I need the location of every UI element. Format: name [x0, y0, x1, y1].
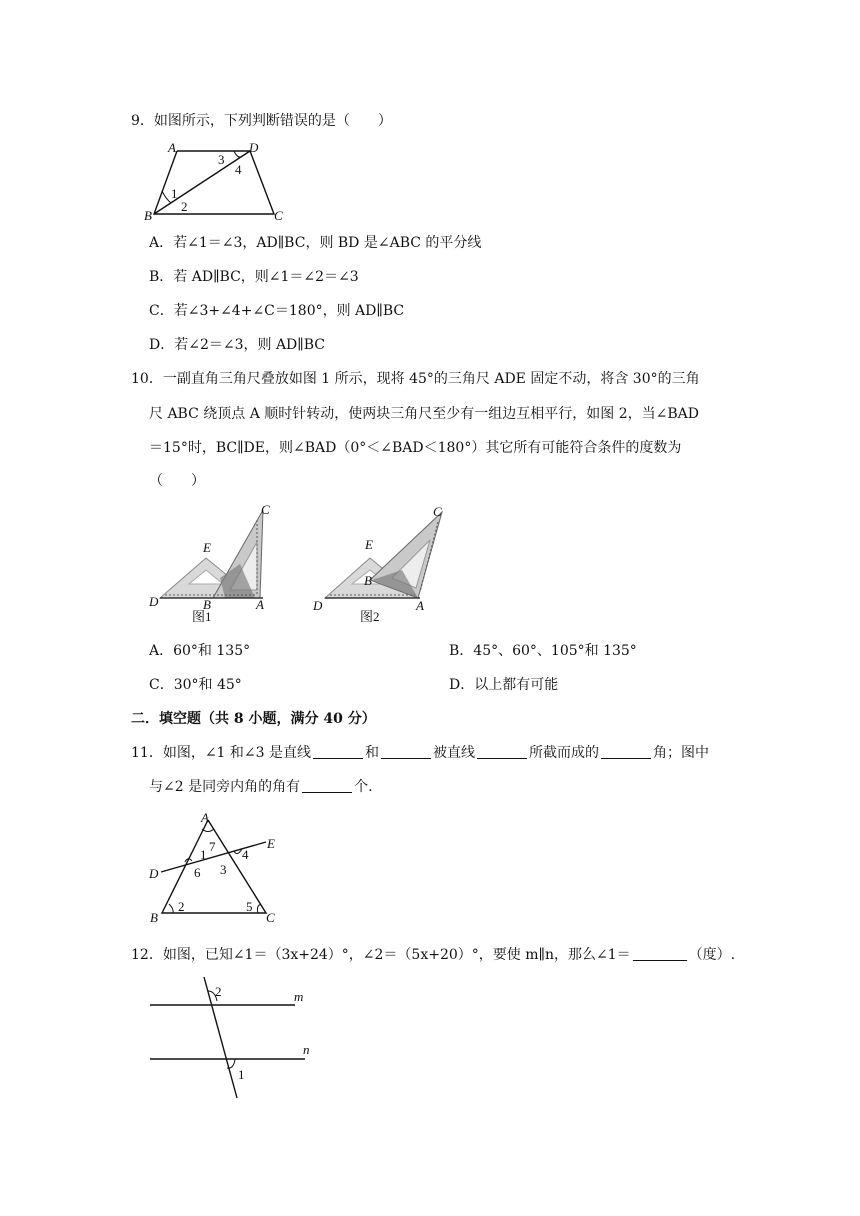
q9-option-b: B．若 AD∥BC，则∠1＝∠2＝∠3: [149, 269, 359, 285]
q9-angle-3: 3: [218, 152, 225, 167]
q9-angle-2: 2: [181, 199, 188, 214]
q9-option-a: A．若∠1＝∠3，AD∥BC，则 BD 是∠ABC 的平分线: [149, 235, 482, 251]
q9-label-B: B: [144, 208, 152, 223]
q9-option-d: D．若∠2＝∠3，则 AD∥BC: [149, 337, 326, 353]
q11-angle-2: 2: [178, 899, 185, 914]
q12-angle-1: 1: [238, 1067, 245, 1082]
q11-label-C: C: [266, 910, 275, 925]
q11-angle-7: 7: [209, 839, 216, 854]
q10-option-d: D．以上都有可能: [449, 677, 559, 693]
fig1-caption: 图1: [192, 609, 212, 624]
q12-line: [131, 945, 735, 965]
q9-option-c: C．若∠3+∠4+∠C＝180°，则 AD∥BC: [149, 303, 405, 319]
q9-label-C: C: [274, 208, 283, 223]
fig2-label-C: C: [433, 504, 442, 519]
q11-figure: [145, 810, 285, 930]
fig1-label-A: A: [256, 597, 264, 612]
section-2-heading: 二．填空题（共 8 小题，满分 40 分）: [131, 711, 376, 727]
fig2-label-A: A: [416, 598, 424, 613]
q11-angle-1: 1: [200, 847, 207, 862]
q9-label-A: A: [168, 140, 176, 155]
q11-angle-4: 4: [242, 847, 249, 862]
fig2-caption: 图2: [360, 609, 380, 624]
fig1-label-D: D: [149, 594, 159, 609]
q11-angle-6: 6: [194, 865, 201, 880]
q10-figure-1: [145, 500, 280, 630]
fig1-label-E: E: [203, 540, 211, 555]
fig2-label-D: D: [313, 598, 323, 613]
q12-angle-2: 2: [215, 984, 222, 999]
q10-option-b: B．45°、60°、105°和 135°: [449, 643, 637, 659]
fig2-label-B: B: [364, 573, 372, 588]
q12-figure: [145, 975, 325, 1105]
q11-blank-4[interactable]: [601, 744, 651, 759]
q10-option-c: C．30°和 45°: [149, 677, 242, 693]
q11-text-2: 和: [365, 745, 379, 761]
q9-figure: [140, 136, 300, 226]
q10-line-4: （ ）: [149, 473, 205, 489]
q11-text-3: 被直线: [433, 745, 475, 761]
q11-text-7: 个.: [354, 779, 373, 795]
fig1-label-C: C: [261, 502, 270, 517]
q10-line-1: 10．一副直角三角尺叠放如图 1 所示，现将 45°的三角尺 ADE 固定不动，将含 30°的三角: [131, 371, 700, 387]
fig2-label-E: E: [365, 537, 373, 552]
q11-blank-2[interactable]: [381, 744, 431, 759]
q11-text-5: 角；图中: [653, 745, 709, 761]
q10-line-2: 尺 ABC 绕顶点 A 顺时针转动，使两块三角尺至少有一组边互相平行，如图 2，当∠BAD: [149, 406, 699, 422]
q11-line-2: [149, 777, 373, 797]
q11-label-E: E: [267, 836, 275, 851]
q11-line-1: [131, 743, 709, 763]
q12-label-m: m: [294, 989, 304, 1004]
q11-blank-3[interactable]: [477, 744, 527, 759]
q12-text-2: （度）.: [688, 947, 736, 963]
q11-blank-1[interactable]: [313, 744, 363, 759]
q11-label-B: B: [150, 910, 158, 925]
q9-label-D: D: [249, 140, 259, 155]
q11-text-1: 11．如图，∠1 和∠3 是直线: [131, 745, 311, 761]
q11-text-4: 所截而成的: [529, 745, 599, 761]
q10-figure-2: [310, 500, 460, 630]
q10-line-3: ＝15°时，BC∥DE，则∠BAD（0°＜∠BAD＜180°）其它所有可能符合条件的度数为: [149, 440, 682, 456]
q11-angle-3: 3: [220, 862, 227, 877]
q11-text-6: 与∠2 是同旁内角的角有: [149, 779, 301, 795]
q12-label-n: n: [303, 1042, 310, 1057]
q11-blank-5[interactable]: [302, 778, 352, 793]
q12-blank[interactable]: [633, 946, 687, 961]
q9-stem: 9．如图所示，下列判断错误的是（ ）: [131, 113, 392, 129]
q12-text-1: 12．如图，已知∠1＝（3x+24）°，∠2＝（5x+20）°，要使 m∥n，那么∠1＝: [131, 947, 631, 963]
fig1-label-B: B: [203, 597, 211, 612]
q11-angle-5: 5: [246, 899, 253, 914]
q11-label-A: A: [201, 810, 209, 825]
q9-angle-4: 4: [235, 162, 242, 177]
q10-option-a: A．60°和 135°: [149, 643, 251, 659]
q11-label-D: D: [149, 866, 159, 881]
q9-angle-1: 1: [171, 186, 178, 201]
